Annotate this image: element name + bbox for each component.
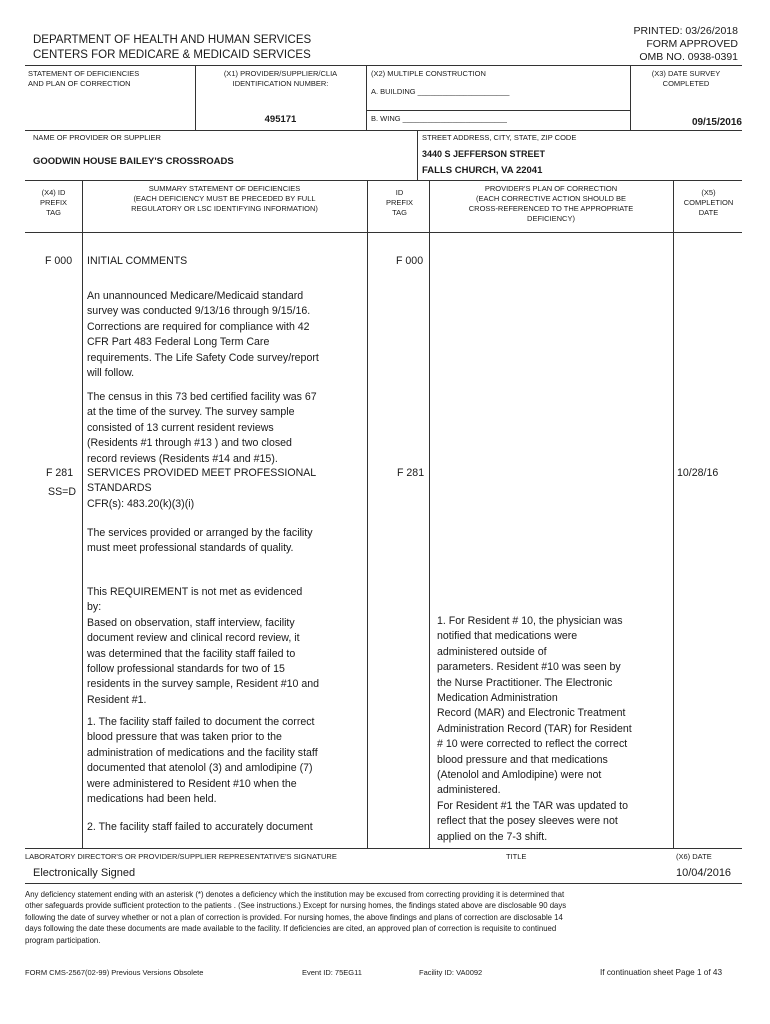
omb-number: OMB NO. 0938-0391 xyxy=(639,51,738,63)
x3-value: 09/15/2016 xyxy=(691,117,742,128)
provider-name: GOODWIN HOUSE BAILEY'S CROSSROADS xyxy=(33,156,234,167)
department-line1: DEPARTMENT OF HEALTH AND HUMAN SERVICES xyxy=(33,34,312,46)
id-tag-f281: F 281 xyxy=(397,467,425,479)
event-id: Event ID: 75EG11 xyxy=(302,968,362,977)
col-x5-header: (X5) COMPLETION DATE xyxy=(683,188,734,217)
provider-name-label: NAME OF PROVIDER OR SUPPLIER xyxy=(33,133,161,142)
finding-2-paragraph: 2. The facility staff failed to accurately document xyxy=(87,821,313,833)
standards-paragraph: The services provided or arranged by the facility must meet professional standards of quality. xyxy=(87,527,313,555)
survey-paragraph: An unannounced Medicare/Medicaid standard survey was conducted 9/13/16 through 9/15/16. Corrections are required for compliance with 42 CFR Part 483 Federal Long Term Care requirements. The Life Safety Code survey/report will follow. xyxy=(87,290,319,380)
facility-id: Facility ID: VA0092 xyxy=(419,968,483,977)
form-approved: FORM APPROVED xyxy=(646,38,738,50)
x3-label: (X3) DATE SURVEY COMPLETED xyxy=(651,69,721,88)
x2-label: (X2) MULTIPLE CONSTRUCTION xyxy=(371,69,486,78)
x1-label: (X1) PROVIDER/SUPPLIER/CLIA IDENTIFICATION NUMBER: xyxy=(223,69,338,88)
printed-date: PRINTED: 03/26/2018 xyxy=(633,25,738,37)
signature-date: 10/04/2016 xyxy=(676,867,732,879)
requirement-paragraph: This REQUIREMENT is not met as evidenced by: Based on observation, staff interview, facility document review and clinical record review, it was determined that the facility staff failed to follow professional standards for two of 15 residents in the survey sample, Resident #10 and Resident #1. xyxy=(87,586,320,706)
tag-f281-severity: SS=D xyxy=(48,486,76,498)
finding-1-paragraph: 1. The facility staff failed to document the correct blood pressure that was taken prior to the administration of medications and the facility staff documented that atenolol (3) and amlodipine (7) were administered to Resident #10 when the medications had been held. xyxy=(87,716,318,806)
disclosure-footnote: Any deficiency statement ending with an asterisk (*) denotes a deficiency which the institution may be excused from correcting providing it is determined that other safeguards provide sufficient protection to the patients . (See instructions.) Except for nursing homes, the findings stated above are disclosable 90 days following the date of survey whether or not a plan of correction is provided. For nursing homes, the above findings and plans of correction are disclosable 14 days following the date these documents are made available to the facility. If deficiencies are cited, an approved plan of correction is requisite to continued program participation. xyxy=(25,890,567,945)
id-tag-f000: F 000 xyxy=(396,255,424,267)
address-line1: 3440 S JEFFERSON STREET xyxy=(422,149,546,159)
signature-label: LABORATORY DIRECTOR'S OR PROVIDER/SUPPLIER REPRESENTATIVE'S SIGNATURE xyxy=(25,852,337,861)
tag-f281: F 281 xyxy=(46,467,74,479)
x2-wing: B. WING _________________________ xyxy=(371,114,507,123)
statement-label: STATEMENT OF DEFICIENCIES AND PLAN OF CORRECTION xyxy=(28,69,140,88)
x1-value: 495171 xyxy=(264,114,297,125)
form-status xyxy=(634,25,738,64)
page-indicator: If continuation sheet Page 1 of 43 xyxy=(600,968,722,977)
col-summary-header: SUMMARY STATEMENT OF DEFICIENCIES (EACH DEFICIENCY MUST BE PRECEDED BY FULL REGULATORY OR LSC IDENTIFYING INFORMATION) xyxy=(131,184,318,213)
x2-building: A. BUILDING ______________________ xyxy=(371,87,510,96)
department-name xyxy=(33,33,311,63)
signature-date-label: (X6) DATE xyxy=(676,852,712,861)
plan-of-correction: 1. For Resident # 10, the physician was notified that medications were administered outside of parameters. Resident #10 was seen by the Nurse Practitioner. The Electronic Medication Administration Record (MAR) and Electronic Treatment Administration Record (TAR) for Resident # 10 were corrected to reflect the correct blood pressure and that medications (Atenolol and Amlodipine) were not administered. For Resident #1 the TAR was updated to reflect that the posey sleeves were not applied on the 7-3 shift. xyxy=(437,615,632,843)
address-label: STREET ADDRESS, CITY, STATE, ZIP CODE xyxy=(422,133,577,142)
col-plan-header: PROVIDER'S PLAN OF CORRECTION (EACH CORRECTIVE ACTION SHOULD BE CROSS-REFERENCED TO THE APPROPRIATE DEFICIENCY) xyxy=(468,184,634,223)
col-x4-header: (X4) ID PREFIX TAG xyxy=(39,188,68,217)
completion-date: 10/28/16 xyxy=(677,467,719,479)
address-line2: FALLS CHURCH, VA 22041 xyxy=(422,165,543,176)
census-paragraph: The census in this 73 bed certified facility was 67 at the time of the survey. The survey sample consisted of 13 current resident reviews (Residents #1 through #13 ) and two closed record reviews (Residents #14 and #15). xyxy=(87,391,317,465)
title-label: TITLE xyxy=(506,852,527,861)
signature-value: Electronically Signed xyxy=(33,867,136,879)
tag-f000: F 000 xyxy=(45,255,73,267)
department-line2: CENTERS FOR MEDICARE & MEDICAID SERVICES xyxy=(33,49,311,61)
form-number: FORM CMS-2567(02-99) Previous Versions Obsolete xyxy=(25,968,204,977)
f281-title: SERVICES PROVIDED MEET PROFESSIONAL STANDARDS CFR(s): 483.20(k)(3)(i) xyxy=(87,467,317,510)
initial-comments-heading: INITIAL COMMENTS xyxy=(87,255,188,267)
col-id-header: ID PREFIX TAG xyxy=(385,188,414,217)
